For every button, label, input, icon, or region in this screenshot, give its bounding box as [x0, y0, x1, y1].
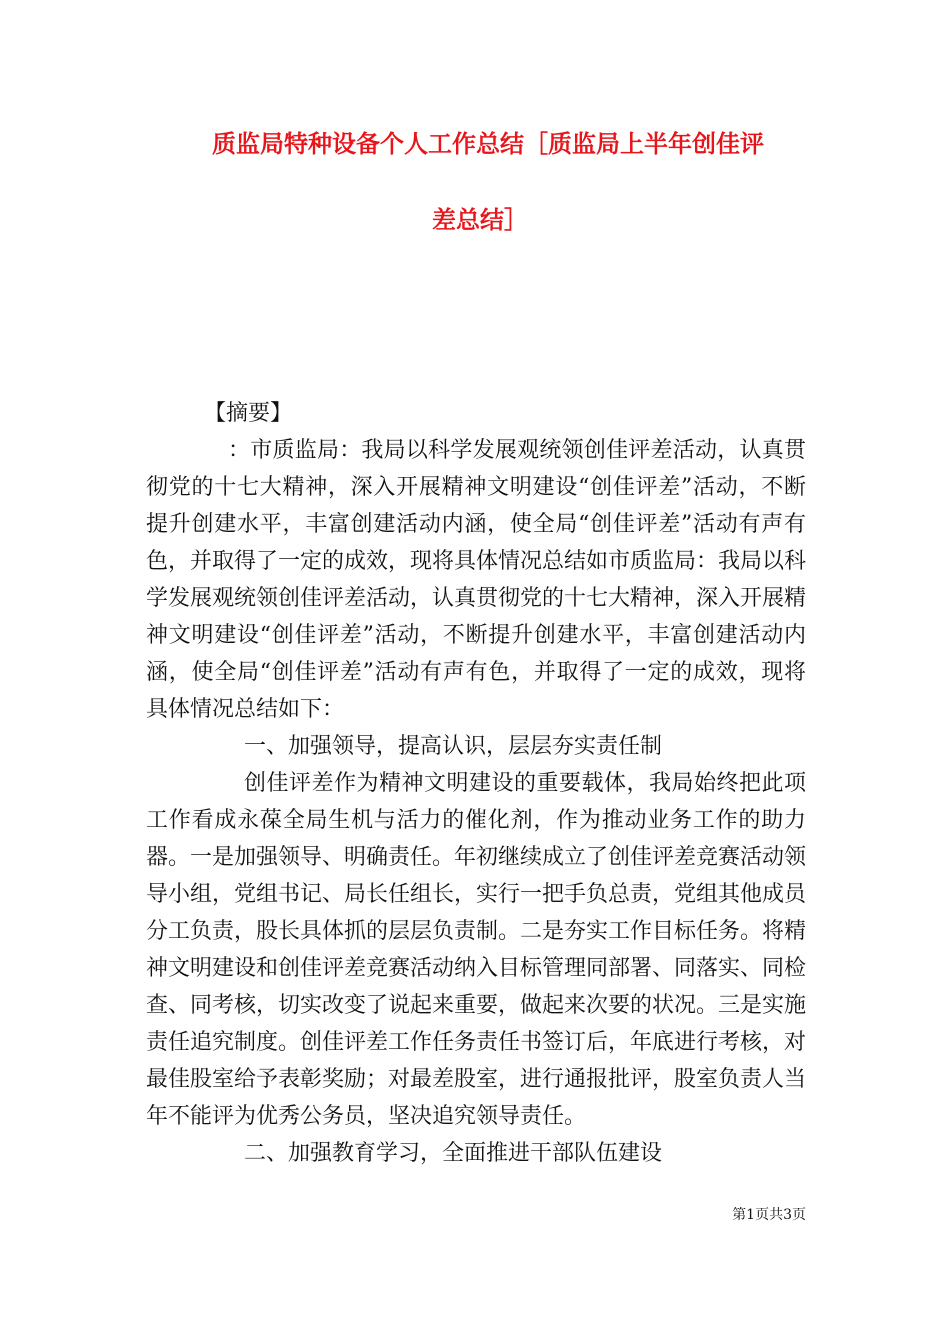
abstract-label: 【摘要】: [204, 401, 293, 426]
page-number: 第1页共3页: [732, 1207, 806, 1223]
document-title-line-2: 差总结］: [432, 205, 528, 234]
abstract-paragraph: ：市质监局：我局以科学发展观统领创佳评差活动，认真贯彻党的十七大精神，深入开展精神文明建设“创佳评差”活动，不断提升创建水平，丰富创建活动内涵，使全局“创佳评差”活动有声有色，并取得了一定的成效，现将具体情况总结如市质监局：我局以科学发展观统领创佳评差活动，认真贯彻党的十七大精神，深入开展精神文明建设“创佳评差”活动，不断提升创建水平，丰富创建活动内涵，使全局“创佳评差”活动有声有色，并取得了一定的成效，现将具体情况总结如下：: [146, 438, 807, 722]
document-body: [146, 395, 806, 1172]
section-heading-2: 二、加强教育学习，全面推进干部队伍建设: [244, 1141, 663, 1166]
document-title-line-1: 质监局特种设备个人工作总结［质监局上半年创佳评: [212, 129, 764, 158]
section-paragraph-1: 创佳评差作为精神文明建设的重要载体，我局始终把此项工作看成永葆全局生机与活力的催化剂，作为推动业务工作的助力器。一是加强领导、明确责任。年初继续成立了创佳评差竞赛活动领导小组，党组书记、局长任组长，实行一把手负总责，党组其他成员分工负责，股长具体抓的层层负责制。二是夯实工作目标任务。将精神文明建设和创佳评差竞赛活动纳入目标管理同部署、同落实、同检查、同考核，切实改变了说起来重要，做起来次要的状况。三是实施责任追究制度。创佳评差工作任务责任书签订后，年底进行考核，对最佳股室给予表彰奖励；对最差股室，进行通报批评，股室负责人当年不能评为优秀公务员，坚决追究领导责任。: [146, 771, 807, 1129]
section-heading-1: 一、加强领导，提高认识，层层夯实责任制: [244, 734, 663, 759]
document-title: [150, 126, 860, 238]
